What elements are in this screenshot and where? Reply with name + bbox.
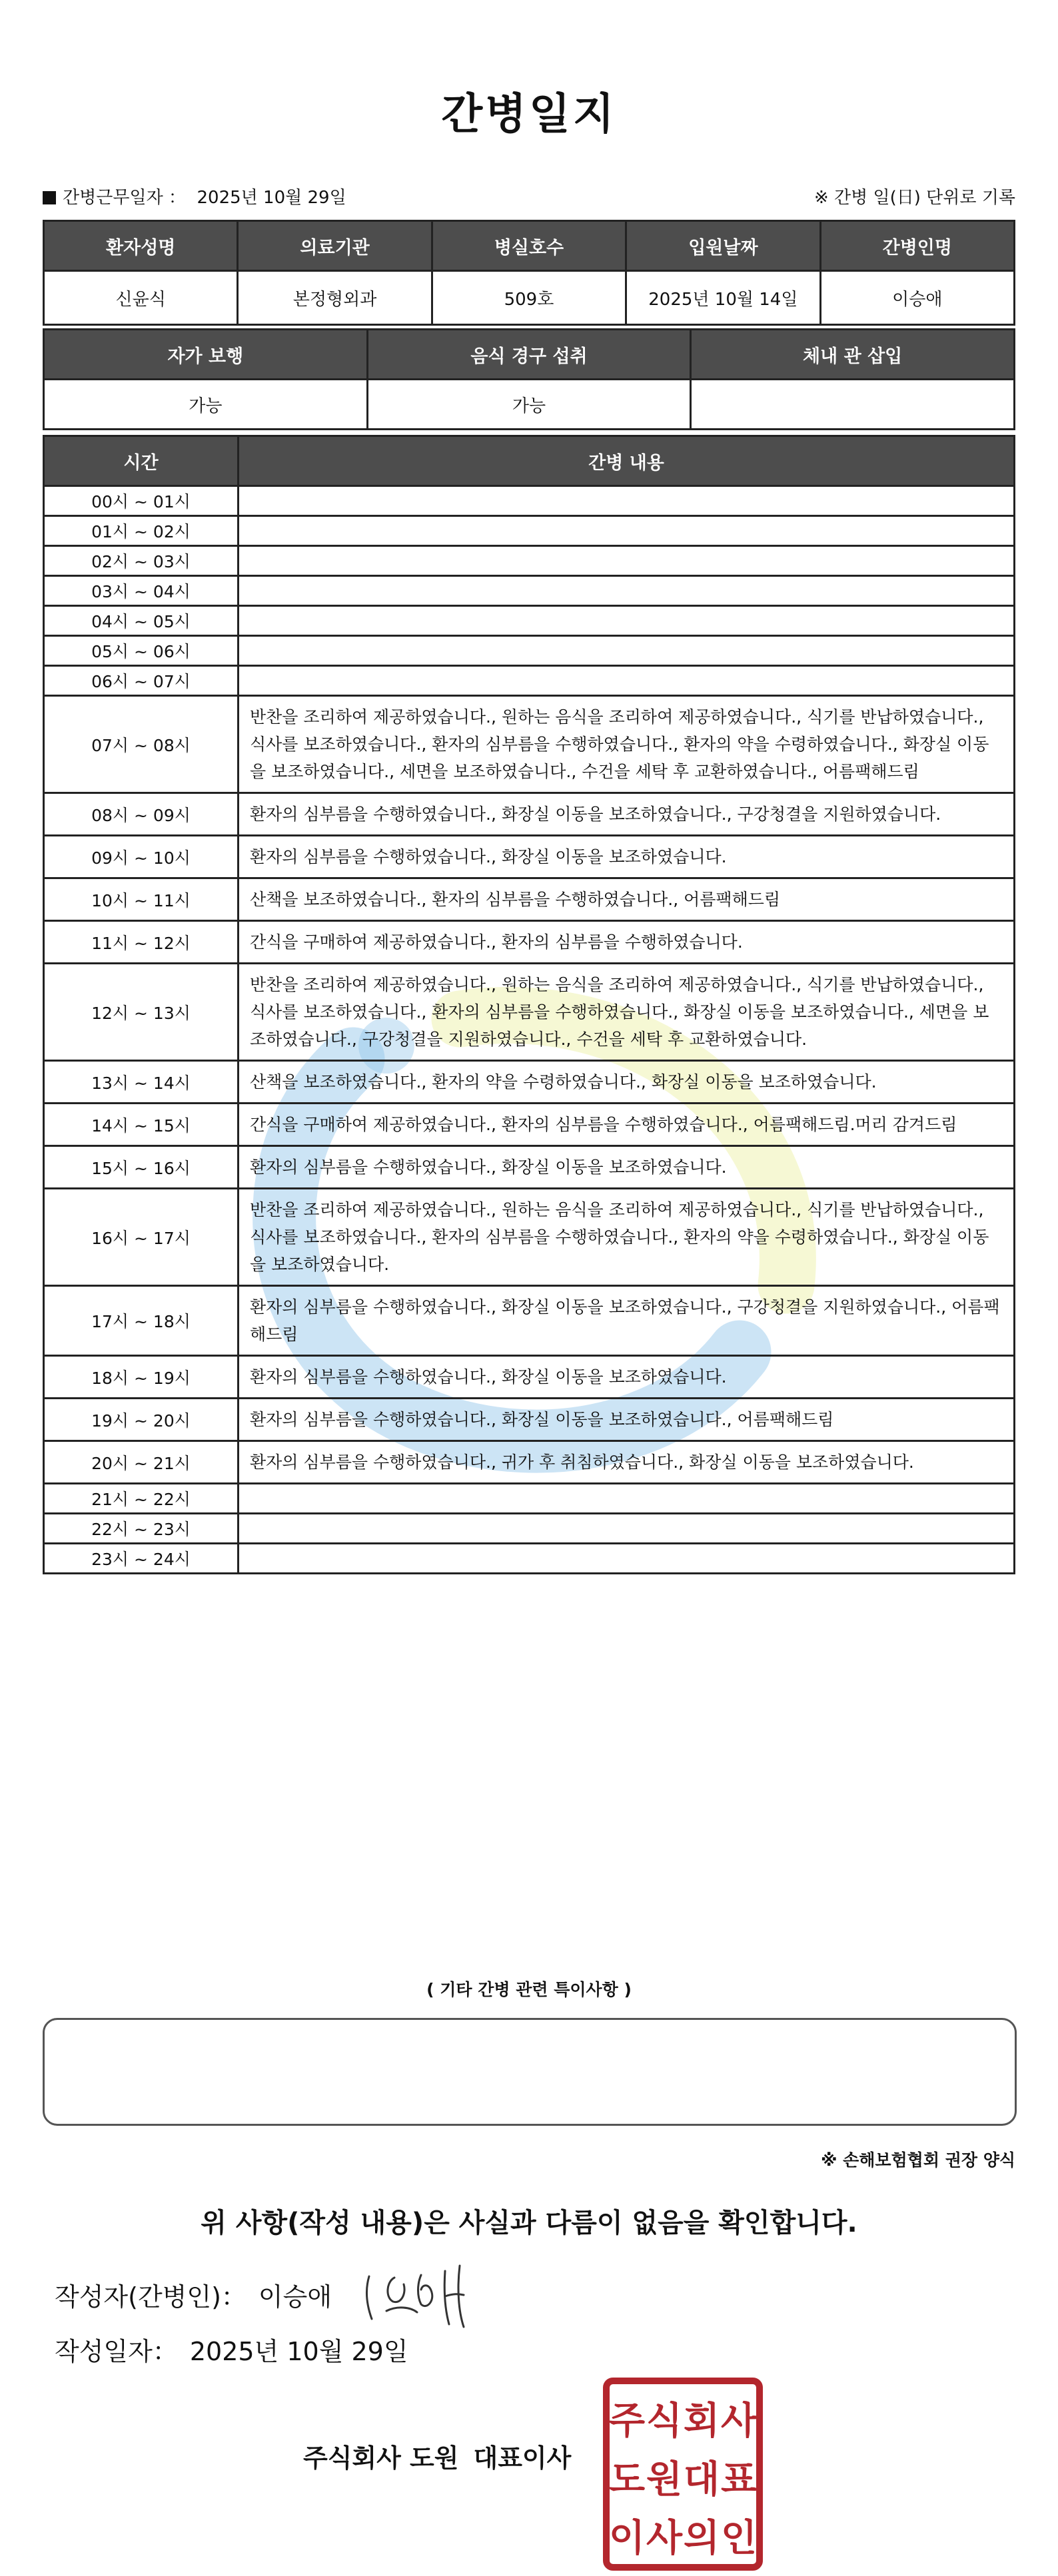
seal-character: 대 [683,2458,720,2501]
seal-character: 회 [683,2400,720,2443]
log-time: 03시 ~ 04시 [44,576,239,606]
log-content [239,486,1015,516]
log-row [44,964,1015,1061]
log-row [44,546,1015,576]
log-time: 12시 ~ 13시 [44,964,239,1061]
oral-intake-status: 가능 [367,380,691,430]
log-time: 20시 ~ 21시 [44,1441,239,1484]
log-time: 13시 ~ 14시 [44,1061,239,1104]
author-name: 이승애 [258,2282,332,2312]
unit-note: ※ 간병 일(日) 단위로 기록 [813,188,1015,208]
log-row [44,1514,1015,1544]
log-time: 09시 ~ 10시 [44,836,239,878]
seal-character: 사 [720,2400,758,2443]
header-care-content: 간병 내용 [239,436,1015,486]
log-time: 10시 ~ 11시 [44,878,239,921]
log-content [239,546,1015,576]
seal-character: 식 [646,2400,683,2443]
log-content [239,606,1015,636]
author-line [55,2276,332,2313]
log-time: 18시 ~ 19시 [44,1356,239,1399]
header-walking: 자가 보행 [44,330,368,380]
log-content [239,1514,1015,1544]
log-row [44,516,1015,546]
written-date-label: 작성일자： [55,2337,178,2366]
seal-character: 주 [608,2400,646,2443]
log-content: 반찬을 조리하여 제공하였습니다., 원하는 음식을 조리하여 제공하였습니다., 식기를 반납하였습니다., 식사를 보조하였습니다., 환자의 심부름을 수행하였습니다., 환자의 약을 수령하였습니다., 화장실 이동을 보조하였습니다., 세면을 보조하였습니다., 수건을 세탁 후 교환하였습니다., 어름팩해드림 [239,696,1015,793]
header-time: 시간 [44,436,239,486]
header-tube: 체내 관 삽입 [691,330,1015,380]
log-content: 간식을 구매하여 제공하였습니다., 환자의 심부름을 수행하였습니다., 어름팩해드림.머리 감겨드림 [239,1104,1015,1146]
log-time: 06시 ~ 07시 [44,666,239,696]
log-row [44,1286,1015,1356]
log-time: 21시 ~ 22시 [44,1484,239,1514]
log-content: 산책을 보조하였습니다., 환자의 약을 수령하였습니다., 화장실 이동을 보조하였습니다. [239,1061,1015,1104]
log-time: 14시 ~ 15시 [44,1104,239,1146]
notes-heading: ( 기타 간병 관련 특이사항 ) [426,1980,632,1999]
log-content: 환자의 심부름을 수행하였습니다., 귀가 후 취침하였습니다., 화장실 이동을 보조하였습니다. [239,1441,1015,1484]
log-content [239,516,1015,546]
caregiver-name: 이승애 [820,271,1014,325]
company-title: 대표이사 [473,2443,572,2473]
header-hospital: 의료기관 [238,221,432,271]
admission-date: 2025년 10월 14일 [626,271,820,325]
notes-box [43,2018,1017,2126]
header-patient-name: 환자성명 [44,221,238,271]
log-row [44,636,1015,666]
log-content [239,1484,1015,1514]
patient-name: 신윤식 [44,271,238,325]
log-time: 02시 ~ 03시 [44,546,239,576]
log-row [44,1441,1015,1484]
log-row [44,576,1015,606]
form-note: ※ 손해보험협회 권장 양식 [821,2150,1015,2170]
log-content [239,666,1015,696]
log-row [44,606,1015,636]
patient-status-table [43,328,1015,430]
log-row [44,1104,1015,1146]
log-row [44,1544,1015,1574]
square-bullet-icon [43,191,56,204]
log-time: 08시 ~ 09시 [44,793,239,836]
log-row [44,793,1015,836]
log-row [44,1189,1015,1286]
confirm-statement: 위 사항(작성 내용)은 사실과 다름이 없음을 확인합니다. [201,2208,857,2238]
log-content: 반찬을 조리하여 제공하였습니다., 원하는 음식을 조리하여 제공하였습니다., 식기를 반납하였습니다., 식사를 보조하였습니다., 환자의 심부름을 수행하였습니다., 화장실 이동을 보조하였습니다., 세면을 보조하였습니다., 구강청결을 지원하였습니다., 수건을 세탁 후 교환하였습니다. [239,964,1015,1061]
log-row [44,921,1015,964]
care-log-body [44,486,1015,1574]
log-time: 19시 ~ 20시 [44,1399,239,1441]
care-log-table [43,435,1015,1574]
log-time: 23시 ~ 24시 [44,1544,239,1574]
log-row [44,1399,1015,1441]
room-number: 509호 [432,271,626,325]
work-date-line [43,184,346,208]
log-time: 17시 ~ 18시 [44,1286,239,1356]
work-date-label: 간병근무일자 ： [63,188,186,208]
log-row [44,666,1015,696]
log-time: 04시 ~ 05시 [44,606,239,636]
header-oral-intake: 음식 경구 섭취 [367,330,691,380]
log-time: 00시 ~ 01시 [44,486,239,516]
seal-character: 도 [608,2458,646,2501]
log-row [44,1356,1015,1399]
page-title: 간병일지 [441,90,617,139]
log-content: 간식을 구매하여 제공하였습니다., 환자의 심부름을 수행하였습니다. [239,921,1015,964]
log-content: 환자의 심부름을 수행하였습니다., 화장실 이동을 보조하였습니다., 구강청결을 지원하였습니다., 어름팩해드림 [239,1286,1015,1356]
log-time: 11시 ~ 12시 [44,921,239,964]
header-admission-date: 입원날짜 [626,221,820,271]
log-time: 16시 ~ 17시 [44,1189,239,1286]
log-row [44,696,1015,793]
log-content: 환자의 심부름을 수행하였습니다., 화장실 이동을 보조하였습니다. [239,1356,1015,1399]
seal-character: 사 [646,2517,683,2560]
log-content [239,1544,1015,1574]
log-time: 05시 ~ 06시 [44,636,239,666]
log-time: 22시 ~ 23시 [44,1514,239,1544]
log-content: 환자의 심부름을 수행하였습니다., 화장실 이동을 보조하였습니다. [239,1146,1015,1189]
log-row [44,1146,1015,1189]
log-row [44,1484,1015,1514]
written-date-line [55,2331,408,2368]
patient-info-table [43,220,1015,326]
company-line [303,2437,571,2474]
log-time: 01시 ~ 02시 [44,516,239,546]
header-caregiver: 간병인명 [820,221,1014,271]
author-label: 작성자(간병인)： [55,2282,247,2312]
header-room: 병실호수 [432,221,626,271]
log-row [44,1061,1015,1104]
log-content: 환자의 심부름을 수행하였습니다., 화장실 이동을 보조하였습니다. [239,836,1015,878]
hospital: 본정형외과 [238,271,432,325]
log-content [239,636,1015,666]
handwritten-signature [360,2258,486,2331]
log-content [239,576,1015,606]
seal-character: 의 [683,2517,720,2560]
log-time: 07시 ~ 08시 [44,696,239,793]
seal-character: 이 [608,2517,646,2560]
log-time: 15시 ~ 16시 [44,1146,239,1189]
log-content: 환자의 심부름을 수행하였습니다., 화장실 이동을 보조하였습니다., 구강청결을 지원하였습니다. [239,793,1015,836]
walking-status: 가능 [44,380,368,430]
company-name: 주식회사 도원 [303,2443,459,2473]
log-content: 산책을 보조하였습니다., 환자의 심부름을 수행하였습니다., 어름팩해드림 [239,878,1015,921]
log-row [44,878,1015,921]
company-seal [603,2378,763,2571]
seal-character: 인 [720,2517,758,2560]
log-row [44,486,1015,516]
tube-status [691,380,1015,430]
log-content: 반찬을 조리하여 제공하였습니다., 원하는 음식을 조리하여 제공하였습니다., 식기를 반납하였습니다., 식사를 보조하였습니다., 환자의 심부름을 수행하였습니다., 환자의 약을 수령하였습니다., 화장실 이동을 보조하였습니다. [239,1189,1015,1286]
seal-character: 표 [720,2458,758,2501]
log-content: 환자의 심부름을 수행하였습니다., 화장실 이동을 보조하였습니다., 어름팩해드림 [239,1399,1015,1441]
log-row [44,836,1015,878]
work-date-value: 2025년 10월 29일 [197,188,346,208]
seal-character: 원 [646,2458,683,2501]
written-date-value: 2025년 10월 29일 [189,2337,408,2366]
